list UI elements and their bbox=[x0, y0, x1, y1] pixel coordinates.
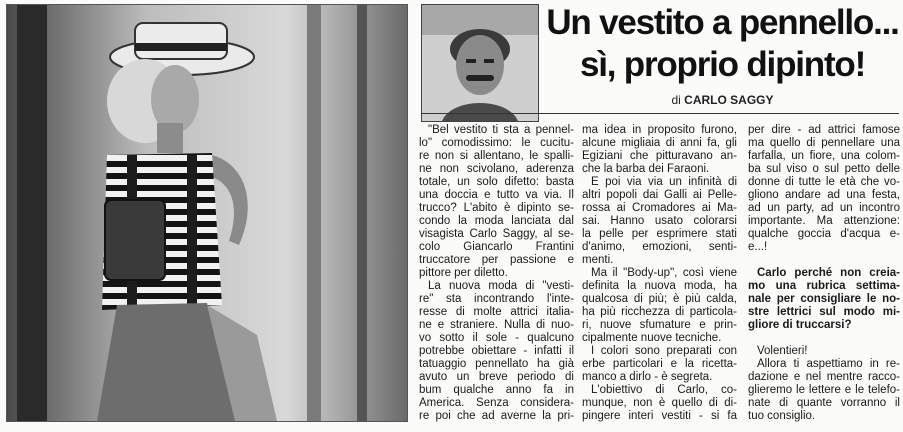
text-line: avuto un breve periodo di bbox=[419, 371, 574, 383]
text-line: per dire - ad attrici famose bbox=[748, 124, 900, 136]
text-line: Ma il "Body-up", così viene bbox=[591, 267, 737, 279]
text-line: tatuaggio pennellato ha già bbox=[419, 358, 574, 370]
text-line: visagista Carlo Saggy, al se- bbox=[419, 228, 574, 240]
text-line: ne e straniere. Nulla di nuo- bbox=[419, 319, 574, 331]
byline bbox=[545, 93, 900, 107]
text-line: cipalmente nuove tecniche. bbox=[582, 332, 722, 344]
question-line: Carlo perché non creia- bbox=[757, 267, 900, 279]
text-line: e...! bbox=[748, 241, 768, 253]
question-line: stre lettrici sul modo mi- bbox=[748, 306, 900, 318]
text-line: potrebbe obiettare - infatti il bbox=[419, 345, 574, 357]
text-line: E poi via via un infinità di bbox=[591, 176, 737, 188]
text-line: Allora ti aspettiamo in re- bbox=[757, 358, 900, 370]
text-line: altri popoli dai Galli ai Pelle- bbox=[582, 189, 737, 201]
byline-prefix: di bbox=[671, 93, 681, 107]
text-line: importante. Ma attenzione: bbox=[748, 215, 900, 227]
paragraph-gap bbox=[748, 332, 900, 345]
text-line: truccatore per passione e bbox=[419, 254, 574, 266]
text-line: tuo consiglio. bbox=[748, 410, 816, 422]
text-line: vo sotto il sole - qualcuno bbox=[419, 332, 574, 344]
text-line: una doccia e tutto va via. Il bbox=[419, 189, 574, 201]
text-line: qualche goccia d'acqua e- bbox=[748, 228, 900, 240]
text-line: rossa ai Cromadores ai Ma- bbox=[582, 202, 737, 214]
headline bbox=[545, 2, 900, 86]
text-line: re" sta incontrando l'inte- bbox=[419, 293, 574, 305]
question-line: gliore di truccarsi? bbox=[748, 319, 852, 331]
text-line: ba sul viso o sul petto delle bbox=[748, 163, 900, 175]
text-line: erbe particolari e la ricetta- bbox=[582, 358, 737, 370]
text-line: ma quello di pennellare una bbox=[748, 137, 900, 149]
question-line: mo una rubrica settima- bbox=[748, 280, 900, 292]
text-line: bum qualche anno fa in bbox=[419, 384, 574, 396]
text-line: dazione e nel mentre racco- bbox=[748, 371, 900, 383]
text-line: munque, non è quello di di- bbox=[582, 397, 737, 409]
paragraph-gap bbox=[748, 254, 900, 267]
text-line: condo la moda lanciata dal bbox=[419, 215, 574, 227]
text-line: pingere interi vestiti - si fa bbox=[582, 410, 737, 422]
text-line: trucco? L'abito è dipinto se- bbox=[419, 202, 574, 214]
text-line: pittore per diletto. bbox=[419, 267, 508, 279]
text-line: d'animo, emozioni, senti- bbox=[582, 241, 737, 253]
text-line: Egiziani che pitturavano an- bbox=[582, 150, 737, 162]
text-line: farfalla, un fiore, una colom- bbox=[748, 150, 900, 162]
text-line: totale, un solo difetto: basta bbox=[419, 176, 574, 188]
text-line: ma idea in proposito furono, bbox=[582, 124, 737, 136]
text-line: re poi che ad averne la pri- bbox=[419, 410, 574, 422]
text-line: che la barba dei Faraoni. bbox=[582, 163, 710, 175]
text-line: ha più ricchezza di particola- bbox=[582, 306, 737, 318]
text-column-2 bbox=[582, 124, 737, 424]
fashion-model-photo bbox=[6, 4, 408, 422]
text-line: La nuova moda di "vesti- bbox=[428, 280, 574, 292]
text-line: lo" comodissimo: le cucitu- bbox=[419, 137, 574, 149]
text-line: alcune migliaia di anni fa, gli bbox=[582, 137, 737, 149]
text-line: colo Giancarlo Frantini bbox=[419, 241, 574, 253]
text-column-1 bbox=[419, 124, 574, 424]
text-line: Volentieri! bbox=[757, 345, 808, 357]
text-line: re non si allentano, le spalli- bbox=[419, 150, 574, 162]
text-line: ne non scivolano, aderenza bbox=[419, 163, 574, 175]
text-line: I colori sono preparati con bbox=[591, 345, 737, 357]
text-line: ri, nuove sfumature e prin- bbox=[582, 319, 737, 331]
headline-line-1: Un vestito a pennello... bbox=[546, 3, 899, 42]
text-line: qualcosa di più; è più calda, bbox=[582, 293, 737, 305]
text-line: glieremo le lettere e le telefo- bbox=[748, 384, 900, 396]
text-line: sai. Hanno usato colorarsi bbox=[582, 215, 737, 227]
text-line: donne di tutte le età che vo- bbox=[748, 176, 900, 188]
text-line: gliono andare ad una festa, bbox=[748, 189, 900, 201]
text-line: manco a dirlo - è segreta. bbox=[582, 371, 713, 383]
author-portrait bbox=[421, 4, 539, 122]
header-rule bbox=[421, 113, 899, 114]
question-line: nale per consigliare le no- bbox=[748, 293, 900, 305]
headline-line-2: sì, proprio dipinto! bbox=[579, 45, 866, 84]
text-line: L'obiettivo di Carlo, co- bbox=[591, 384, 737, 396]
byline-author: CARLO SAGGY bbox=[684, 93, 774, 107]
text-line: menti. bbox=[582, 254, 614, 266]
text-column-3 bbox=[748, 124, 900, 424]
text-line: ad un party, ad un incontro bbox=[748, 202, 900, 214]
text-line: resse di molte attrici italia- bbox=[419, 306, 574, 318]
text-line: America. Senza considera- bbox=[419, 397, 574, 409]
text-line: definita la nuova moda, ha bbox=[582, 280, 737, 292]
text-line: "Bel vestito ti sta a pennel- bbox=[428, 124, 574, 136]
text-line: nate di quante vorranno il bbox=[748, 397, 900, 409]
text-line: la pelle per esprimere stati bbox=[582, 228, 737, 240]
